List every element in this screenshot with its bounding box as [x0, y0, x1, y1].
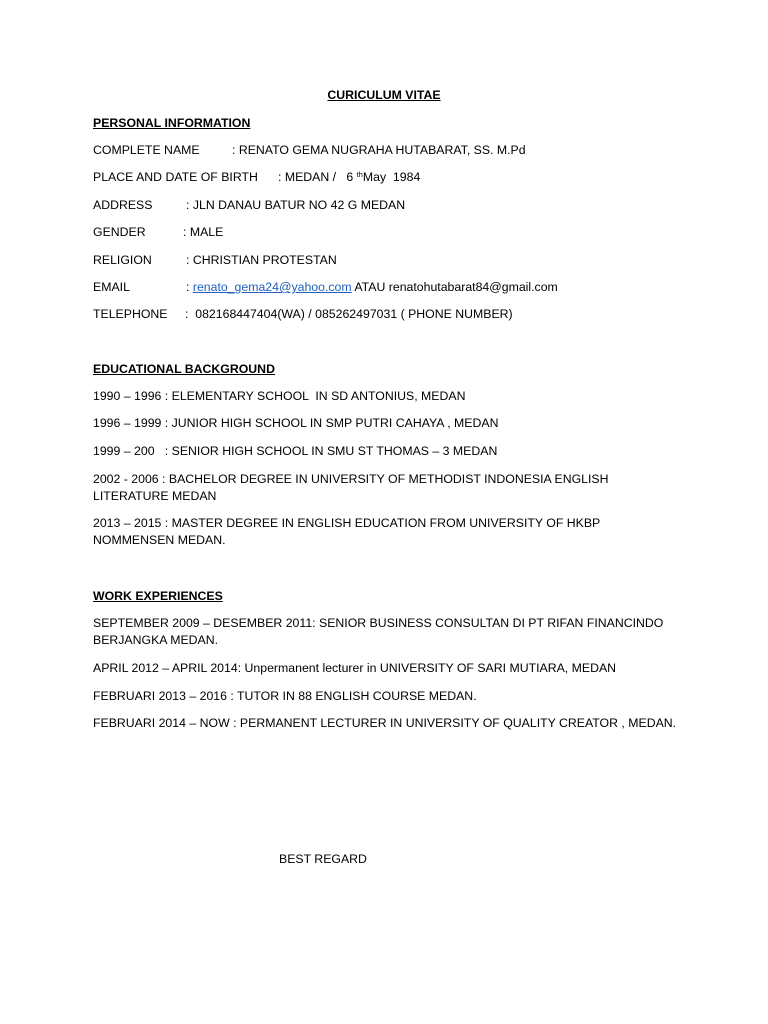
complete-name-value: : RENATO GEMA NUGRAHA HUTABARAT, SS. M.Pd — [232, 143, 526, 157]
telephone-value: : 082168447404(WA) / 085262497031 ( PHONE NUMBER) — [185, 307, 513, 321]
work-item: FEBRUARI 2013 – 2016 : TUTOR IN 88 ENGLISH COURSE MEDAN. — [93, 689, 477, 703]
complete-name-label: COMPLETE NAME — [93, 143, 200, 157]
complete-name-row — [93, 142, 526, 159]
email-link[interactable]: renato_gema24@yahoo.com — [192, 280, 352, 294]
education-item: 2002 - 2006 : BACHELOR DEGREE IN UNIVERSITY OF METHODIST INDONESIA ENGLISH LITERATURE MEDAN — [93, 472, 609, 503]
religion-value: : CHRISTIAN PROTESTAN — [186, 253, 337, 267]
education-item: 1999 – 200 : SENIOR HIGH SCHOOL IN SMU ST THOMAS – 3 MEDAN — [93, 444, 498, 458]
email-row — [93, 279, 558, 296]
education-item: 2013 – 2015 : MASTER DEGREE IN ENGLISH EDUCATION FROM UNIVERSITY OF HKBP NOMMENSEN MEDAN. — [93, 516, 601, 547]
work-item: SEPTEMBER 2009 – DESEMBER 2011: SENIOR BUSINESS CONSULTAN DI PT RIFAN FINANCINDO BERJANGKA MEDAN. — [93, 616, 664, 647]
gender-value: : MALE — [183, 225, 224, 239]
telephone-row — [93, 306, 513, 323]
birth-row — [93, 169, 420, 186]
email-label: EMAIL — [93, 280, 130, 294]
document-title: CURICULUM VITAE — [327, 88, 441, 102]
birth-label: PLACE AND DATE OF BIRTH — [93, 170, 258, 184]
address-label: ADDRESS — [93, 198, 153, 212]
personal-info-heading: PERSONAL INFORMATION — [93, 116, 251, 130]
work-heading: WORK EXPERIENCES — [93, 589, 223, 603]
address-value: : JLN DANAU BATUR NO 42 G MEDAN — [186, 198, 406, 212]
work-item: FEBRUARI 2014 – NOW : PERMANENT LECTURER IN UNIVERSITY OF QUALITY CREATOR , MEDAN. — [93, 716, 677, 730]
work-item: APRIL 2012 – APRIL 2014: Unpermanent lecturer in UNIVERSITY OF SARI MUTIARA, MEDAN — [93, 661, 617, 675]
email-colon: : — [186, 280, 190, 294]
religion-label: RELIGION — [93, 253, 152, 267]
religion-row — [93, 252, 337, 269]
birth-day-suffix: th — [356, 170, 363, 179]
education-heading: EDUCATIONAL BACKGROUND — [93, 362, 275, 376]
email-alt: ATAU renatohutabarat84@gmail.com — [354, 280, 558, 294]
birth-value-pre: : MEDAN / 6 — [278, 170, 354, 184]
birth-value-post: May 1984 — [362, 170, 421, 184]
education-item: 1996 – 1999 : JUNIOR HIGH SCHOOL IN SMP PUTRI CAHAYA , MEDAN — [93, 416, 499, 430]
closing-text: BEST REGARD — [279, 852, 367, 866]
education-item: 1990 – 1996 : ELEMENTARY SCHOOL IN SD ANTONIUS, MEDAN — [93, 389, 466, 403]
address-row — [93, 197, 405, 214]
gender-row — [93, 224, 223, 241]
telephone-label: TELEPHONE — [93, 307, 168, 321]
gender-label: GENDER — [93, 225, 146, 239]
